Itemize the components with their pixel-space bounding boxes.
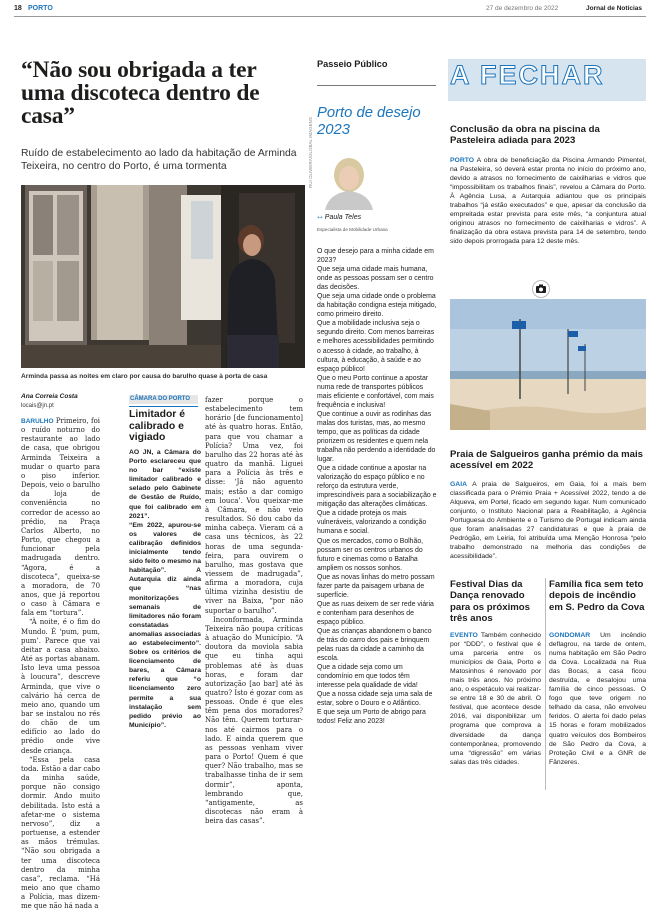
opinion-paragraph: Que a cidade continue a apostar na valorização do espaço público e no reforço da estrutura verde, imprescindíveis para a sociabilização e mitigação das alterações climáticas. xyxy=(317,465,437,509)
columnist-name: ++ Paula Teles xyxy=(317,214,362,221)
brief-body: PORTO A obra de beneficiação da Piscina Armando Pimentel, na Pasteleira, só deverá estar pronta no início do próximo ano, devido a atrasos no fornecimento de caixilharias e vidros que “impossibilitam os trabalhos finais”, revelou a Câmara do Porto. À Agência Lusa, a Autarquia adiantou que os principais trabalhos “já estão executados” e que, apesar da conclusão da empreitada estar prevista para este mês, “a conjuntura atual originou atrasos no fornecimento de caixilharias e vidros”. A finalização da obra estava prevista para 14 de setembro, tendo sido depois prorrogada para 12 deste mês. xyxy=(450,157,646,246)
opinion-rule xyxy=(317,85,436,86)
photo-credit: RUI OLIVEIRA/GLOBAL IMAGENS xyxy=(308,117,313,188)
sidebar-box-rule xyxy=(129,406,198,407)
sidebar-box-tag: CÂMARA DO PORTO xyxy=(130,396,190,402)
article-paragraph: BARULHO Primeiro, foi o ruído noturno do restaurante ao lado de casa, que obrigou Arminda Teixeira a mudar o quarto para o piso inferior. Depois, veio o barulho da loja de conveniência no corredor de acesso ao prédio, na Praça Carlos Alberto, no Porto, que chegou a funcionar pela madrugada dentro. “Agora, é a discoteca”, queixa-se a moradora, de 70 anos, que já reportou o caso à Câmara e fala em “tortura”. xyxy=(21,417,100,618)
brief-body: GAIA A praia de Salgueiros, em Gaia, foi a mais bem classificada para o Prémio Praia + Acessível 2022, tendo a de Alqueva, em Portel, ficado em segundo lugar. Num comunicado conjunto, o Instituto Nacional para a Reabilitação, a Agência Portuguesa do Ambiente e o Turismo de Portugal indicam ainda que foram analisadas 27 candidaturas e que à praia de Pedrógão, em Leiria, foi atribuída uma Menção Honrosa “pelo trabalho demonstrado na melhoria das condições de acessibilidade”. xyxy=(450,481,646,561)
opinion-paragraph: O que desejo para a minha cidade em 2023? xyxy=(317,248,434,265)
opinion-paragraph: Que seja uma cidade onde o problema da habitação condigna esteja mitigado, como primeiro direito. xyxy=(317,293,437,319)
opinion-paragraph: Que a cidade proteja os mais vulneráveis, valorizando a condição humana e social. xyxy=(317,510,427,536)
columnist-photo xyxy=(317,153,385,210)
main-photo-illustration xyxy=(21,185,305,368)
columnist-role: Especialista de Mobilidade Urbana xyxy=(317,227,388,232)
newspaper-name: Jornal de Notícias xyxy=(586,5,642,12)
brief-headline: Conclusão da obra na piscina da Pasteleira adiada para 2023 xyxy=(450,124,600,147)
opinion-paragraph: Que a nossa cidade seja uma sala de estar, sobre o Douro e o Atlântico. xyxy=(317,691,433,708)
author-email[interactable]: locais@jn.pt xyxy=(21,403,54,409)
sidebar-box-body xyxy=(129,448,201,730)
column-divider xyxy=(545,578,546,790)
article-paragraph: “À noite, é o fim do Mundo. É ‘pum, pum, pum’. Parece que vai deitar a casa abaixo. Até as portas abanam. Isto leva uma pessoa à loucura”, descreve Arminda, que vive o calvário há cerca de meio ano, quando um bar se instalou no rés do chão de um edifício ao lado do prédio onde vive desde criança. xyxy=(21,618,100,755)
sidebar-box-paragraph: AO JN, a Câmara do Porto esclareceu que no bar “existe limitador calibrado e selado pelo Gabinete de Gestão de Ruído, que foi calibrado em 2021”. xyxy=(129,449,201,520)
page-number: 18 xyxy=(14,5,22,12)
a-fechar-title: A FECHAR xyxy=(450,60,605,90)
opinion-paragraph: E que seja um Porto de abrigo para todos! Feliz ano 2023! xyxy=(317,709,426,726)
main-headline: “Não sou obrigada a ter uma discoteca dentro de casa” xyxy=(21,57,260,129)
opinion-paragraph: Que continue a ouvir as rodinhas das malas dos turistas, mas, ao mesmo tempo, que as políticas da cidade priorizem os residentes e quem nela trabalha não perdendo a identidade do lugar. xyxy=(317,410,436,464)
opinion-body xyxy=(317,247,438,726)
issue-date: 27 de dezembro de 2022 xyxy=(486,5,559,12)
article-paragraph: fazer porque o estabelecimento tem horário [de funcionamento] até às quatro horas. Então, para que vou chamar a Polícia? Uma vez, foi barulho das 22 horas até às quatro da manhã. Liguei para a Polícia às três e disse: ‘Já não aguento mais; estão a dar comigo em louca’. Vou queixar-me à Câmara, e não veio resultados. Só dou cabo da minha cabeça. Vieram cá a casa uns técnicos, às 22 horas de uma segunda-feira, para ouvirem o barulho, mas gostava que viessem de madrugada”, afirma a moradora, cuja última vizinha desistiu de viver na Baixa, “por não suportar o barulho”. xyxy=(205,396,303,615)
brief-headline: Festival Dias da Dança renovado para os próximos três anos xyxy=(450,579,530,625)
brief-body: EVENTO Também conhecido por “DDD”, o festival que é uma parceria entre os municípios de Gaia, Porto e Matosinhos é renovado por mais três anos. No próximo ano, o espetáculo vai realizar-se entre 18 e 30 de abril. O festival, que acontece desde 2016, vai disponibilizar um programa que comprova a diversidade da dança contemporânea, promovendo uma “digressão” em várias salas das três cidades. xyxy=(450,632,541,766)
opinion-title: Porto de desejo 2023 xyxy=(317,105,421,138)
opinion-section-label: Passeio Público xyxy=(317,59,388,69)
sidebar-box-paragraph: “Em 2022, apurou-se os valores de calibração definidos inicialmente tendo sido feito o mesmo na habitação”. A Autarquia diz ainda que “nas monitorizações semanais de limitadores não foram constatadas anomalias associadas ao estabelecimento”. Sobre os critérios de licenciamento de bares, a Câmara referiu que “o licenciamento zero permite a sua instalação sem pedido prévio ao Município”. xyxy=(129,521,201,729)
brief-headline: Família fica sem teto depois de incêndio em S. Pedro da Cova xyxy=(549,579,645,613)
opinion-paragraph: Que a mobilidade inclusiva seja o segundo direito. Com menos barreiras e melhores acessibilidades permitindo o acesso à cidade, ao trabalho, à cultura, à educação, à saúde e ao espaço público! xyxy=(317,320,435,373)
article-lead-tag: BARULHO xyxy=(21,418,54,425)
section-label: PORTO xyxy=(28,5,53,12)
brief-headline: Praia de Salgueiros ganha prémio da mais acessível em 2022 xyxy=(450,449,644,472)
article-paragraph: “Essa pela casa toda. Estão a dar cabo da minha saúde, porque não consigo dormir. Ando muito debilitada. Isto está a afetar-me o sistema nervoso”, diz a portuense, a estender as mãos trémulas. “Não sou obrigada a ter uma discoteca dentro da minha casa”, reclama. “Há meio ano que chamo a Polícia, mas dizem-me que não há nada a xyxy=(21,755,100,911)
opinion-paragraph: Que as ruas deixem de ser rede viária e contenham para desenhos de espaço público. xyxy=(317,600,434,626)
opinion-paragraph: Que o meu Porto continue a apostar numa rede de transportes públicos mais eficiente e confortável, com mais frequência e inclusiva! xyxy=(317,374,434,409)
article-column-3 xyxy=(205,396,303,826)
author-name: Ana Correia Costa xyxy=(21,393,78,400)
beach-illustration xyxy=(450,299,646,430)
opinion-paragraph: Que as novas linhas do metro possam fazer parte da paisagem urbana de superfície. xyxy=(317,573,435,599)
sidebar-box-title: Limitador é calibrado e vigiado xyxy=(129,409,186,443)
opinion-paragraph: Que os mercados, como o Bolhão, possam ser os centros urbanos do futuro e cinemas como o Batalha ampliem os nossos sonhos. xyxy=(317,537,424,572)
opinion-paragraph: Que seja uma cidade mais humana, onde as pessoas possam ser o centro das decisões. xyxy=(317,266,434,292)
main-photo xyxy=(21,185,305,368)
opinion-paragraph: Que as crianças abandonem o banco de trás do carro dos pais e brinquem pelas ruas da cidade a caminho da escola. xyxy=(317,627,432,663)
photo-caption: Arminda passa as noites em claro por causa do barulho quase à porta de casa xyxy=(21,373,268,380)
opinion-paragraph: Que a cidade seja como um condomínio em que todos têm interesse pela qualidade de vida! xyxy=(317,664,418,690)
camera-icon xyxy=(532,280,550,298)
brief-body: GONDOMAR Um incêndio deflagrou, na tarde de ontem, numa habitação em São Pedro da Cova. Localizada na Rua das Bocas, a casa ficou destruída, e desalojou uma família de cinco pessoas. O fogo que teve origem no telhado da casa, não envolveu feridos. O alerta foi dado pelas 15 horas e foram mobilizados quatro veículos dos Bombeiros de São Pedro da Cova, a Proteção Civil e a GNR de Fânzeres. xyxy=(549,632,646,766)
beach-photo xyxy=(450,299,646,430)
header-rule xyxy=(14,16,646,17)
columnist-portrait xyxy=(317,153,385,210)
article-paragraph: Inconformada, Arminda Teixeira não poupa críticas à atuação do Município. “A doutora da moviola sabia que eu tinha aqui problemas até às duas horas, e foram dar autorização [ao bar] até às quatro? Isto é gozar com as pessoas. Onde é que eles têm pena dos moradores? Não têm. Querem torturar-nos até cairmos para o lado. E ainda querem que as pessoas venham viver para o Porto! Quem é que quer? Não trabalho, mas se trabalhasse tinha de ir sem dormir”, aponta, lembrando que, “antigamente, as discotecas não eram à beira das casas”. xyxy=(205,615,303,826)
main-subhead: Ruído de estabelecimento ao lado da habitação de Arminda Teixeira, no centro do Porto, é uma tormenta xyxy=(21,148,297,172)
article-column-1 xyxy=(21,417,100,911)
